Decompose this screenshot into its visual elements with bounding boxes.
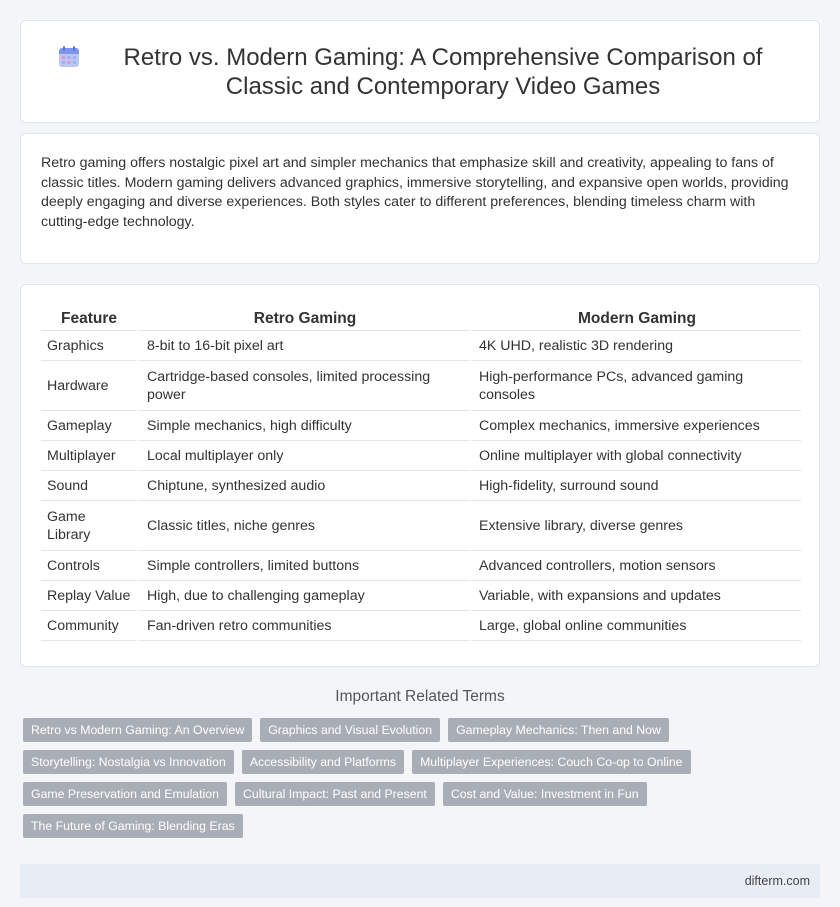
related-term-tag[interactable]: Accessibility and Platforms — [242, 750, 404, 774]
feature-cell: Multiplayer — [41, 441, 137, 471]
modern-cell: Complex mechanics, immersive experiences — [469, 411, 801, 441]
modern-cell: Advanced controllers, motion sensors — [469, 551, 801, 581]
related-term-tag[interactable]: Game Preservation and Emulation — [23, 782, 227, 806]
summary-text: Retro gaming offers nostalgic pixel art and simpler mechanics that emphasize skill and creativity, appealing to fans of classic titles. Modern gaming delivers advanced graphics, immersive storytelling, and expansive open worlds, providing deeply engaging and diverse experiences. Both styles cater to different preferences, blending timeless charm with cutting-edge technology. — [41, 155, 789, 230]
modern-cell: Large, global online communities — [469, 611, 801, 641]
retro-cell: Simple controllers, limited buttons — [137, 551, 469, 581]
header-feature: Feature — [41, 307, 137, 331]
feature-cell: Controls — [41, 551, 137, 581]
related-term-tag[interactable]: Multiplayer Experiences: Couch Co-op to Online — [412, 750, 690, 774]
table-row — [41, 611, 801, 641]
related-term-tag[interactable]: Cultural Impact: Past and Present — [235, 782, 435, 806]
related-terms-heading: Important Related Terms — [335, 688, 505, 705]
header-modern: Modern Gaming — [469, 307, 801, 331]
related-term-tag[interactable]: The Future of Gaming: Blending Eras — [23, 814, 243, 838]
retro-cell: Chiptune, synthesized audio — [137, 471, 469, 501]
retro-cell: Cartridge-based consoles, limited processing power — [137, 361, 469, 411]
feature-cell: Gameplay — [41, 411, 137, 441]
page-title: Retro vs. Modern Gaming: A Comprehensive Comparison of Classic and Contemporary Video Games — [123, 43, 763, 100]
feature-cell: Community — [41, 611, 137, 641]
retro-cell: Local multiplayer only — [137, 441, 469, 471]
table-row — [41, 361, 801, 411]
table-row — [41, 411, 801, 441]
table-header-row — [41, 307, 801, 331]
feature-cell: Hardware — [41, 361, 137, 411]
footer — [20, 864, 820, 898]
related-term-tag[interactable]: Cost and Value: Investment in Fun — [443, 782, 647, 806]
feature-cell: Replay Value — [41, 581, 137, 611]
related-terms-tags — [20, 718, 820, 846]
related-term-tag[interactable]: Gameplay Mechanics: Then and Now — [448, 718, 669, 742]
related-term-tag[interactable]: Graphics and Visual Evolution — [260, 718, 440, 742]
feature-cell: Graphics — [41, 331, 137, 361]
retro-cell: High, due to challenging gameplay — [137, 581, 469, 611]
modern-cell: Online multiplayer with global connectivity — [469, 441, 801, 471]
table-row — [41, 471, 801, 501]
related-term-tag[interactable]: Storytelling: Nostalgia vs Innovation — [23, 750, 234, 774]
modern-cell: High-performance PCs, advanced gaming consoles — [469, 361, 801, 411]
table-row — [41, 501, 801, 551]
retro-cell: Fan-driven retro communities — [137, 611, 469, 641]
feature-cell: Game Library — [41, 501, 137, 551]
table-row — [41, 581, 801, 611]
related-term-tag[interactable]: Retro vs Modern Gaming: An Overview — [23, 718, 252, 742]
modern-cell: High-fidelity, surround sound — [469, 471, 801, 501]
header-card — [20, 20, 820, 123]
modern-cell: Extensive library, diverse genres — [469, 501, 801, 551]
retro-cell: Simple mechanics, high difficulty — [137, 411, 469, 441]
summary-card — [20, 133, 820, 264]
table-row — [41, 331, 801, 361]
table-row — [41, 441, 801, 471]
modern-cell: Variable, with expansions and updates — [469, 581, 801, 611]
retro-cell: Classic titles, niche genres — [137, 501, 469, 551]
comparison-table-card — [20, 284, 820, 667]
retro-cell: 8-bit to 16-bit pixel art — [137, 331, 469, 361]
table-row — [41, 551, 801, 581]
calendar-icon — [57, 45, 81, 69]
header-retro: Retro Gaming — [137, 307, 469, 331]
comparison-table — [41, 307, 801, 641]
footer-site-link[interactable]: difterm.com — [744, 874, 810, 888]
title-row — [57, 43, 783, 101]
modern-cell: 4K UHD, realistic 3D rendering — [469, 331, 801, 361]
feature-cell: Sound — [41, 471, 137, 501]
